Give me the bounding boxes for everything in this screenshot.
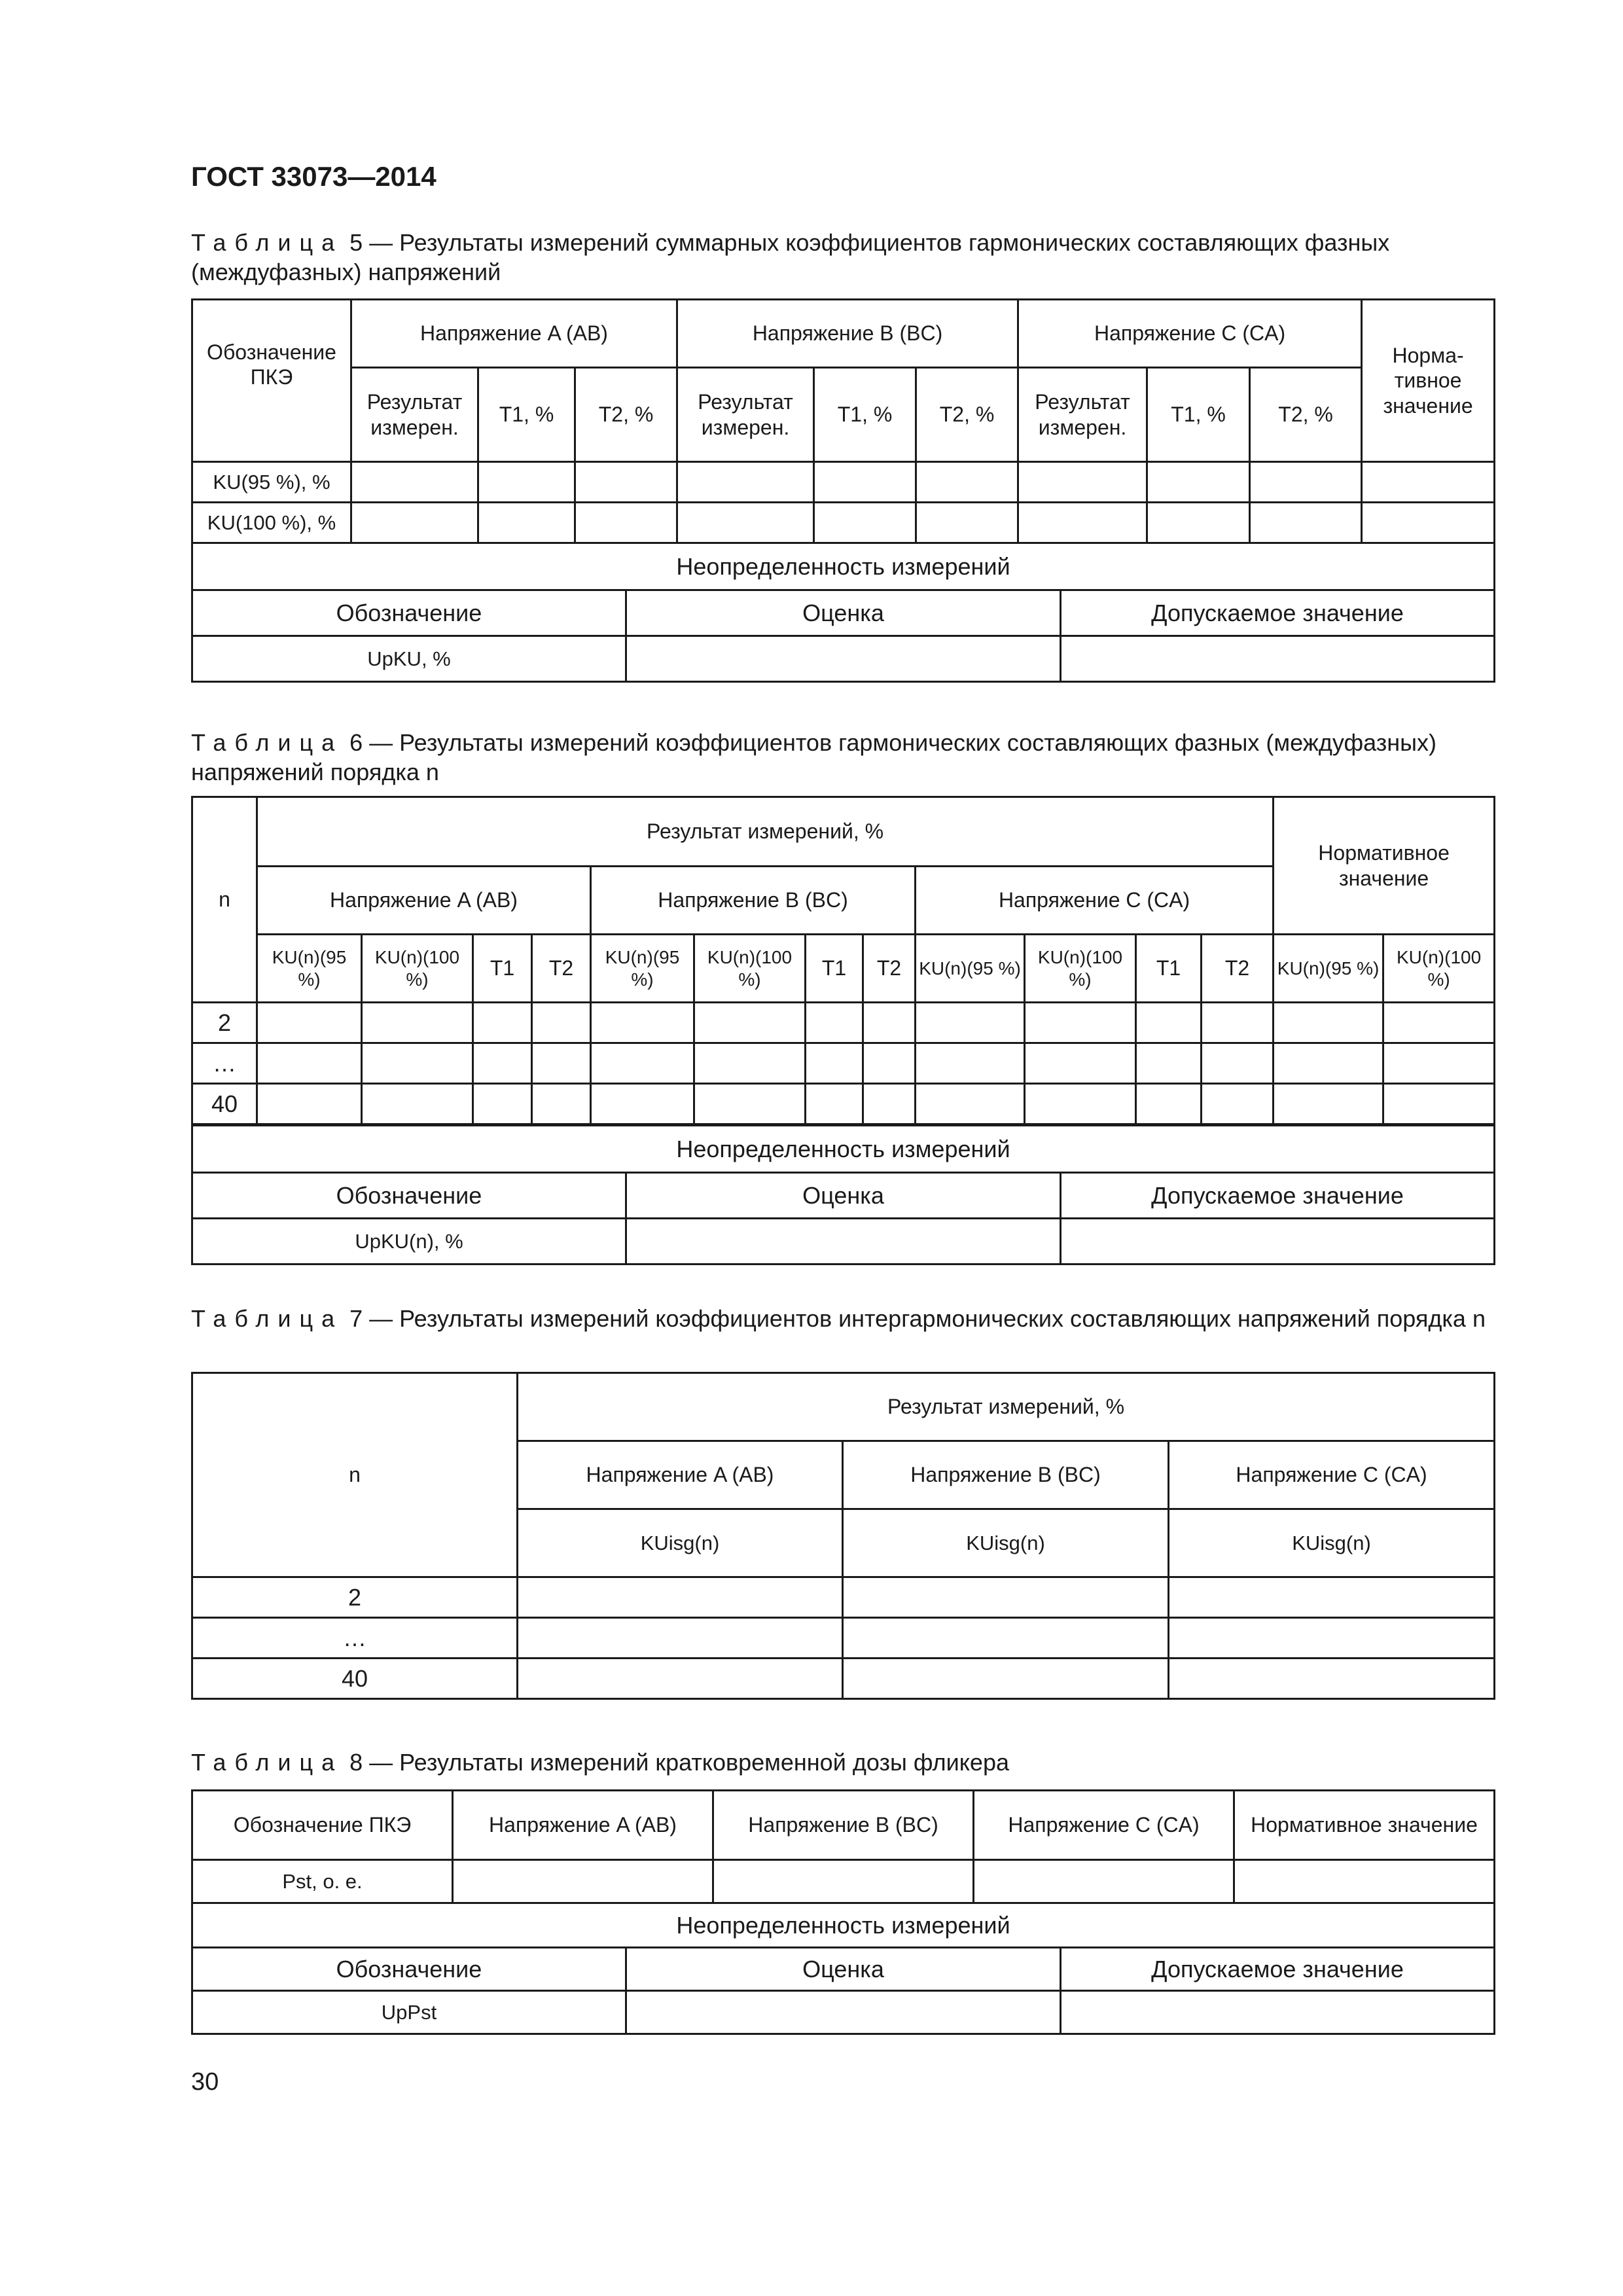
uncertainty-row-label: UpPst: [192, 1991, 626, 2034]
table8-caption: [191, 1748, 1493, 1777]
row-label: Pst, о. е.: [192, 1860, 453, 1903]
n-header: n: [192, 1373, 518, 1577]
voltage-b-header: Напряжение B (BC): [843, 1441, 1169, 1509]
voltage-c-header: Напряжение C (CA): [916, 867, 1274, 935]
voltage-b-header: Напряжение B (BC): [677, 300, 1018, 368]
caption-text: 6 — Результаты измерений коэффициентов гармонических составляющих фазных (междуфазных) напряжений порядка n: [191, 729, 1436, 785]
uncertainty-allowed-header: Допускаемое значение: [1061, 1173, 1495, 1219]
table-row: [192, 1577, 1495, 1618]
table-row: [192, 1860, 1495, 1903]
row-label: …: [192, 1618, 518, 1659]
table8: [191, 1789, 1495, 1904]
row-label: 2: [192, 1003, 257, 1043]
row-label: 40: [192, 1084, 257, 1124]
n-header: n: [192, 797, 257, 1003]
caption-text: 8 — Результаты измерений кратковременной дозы фликера: [343, 1749, 1009, 1776]
caption-word: Таблица: [191, 229, 344, 256]
voltage-a-header: Напряжение A (AB): [518, 1441, 843, 1509]
result-header: Результат измерен.: [351, 368, 478, 462]
caption-text: 5 — Результаты измерений суммарных коэффициентов гармонических составляющих фазных (междуфазных) напряжений: [191, 229, 1390, 285]
result-header: Результат измерен.: [677, 368, 814, 462]
t2-header: T2: [863, 935, 916, 1003]
table5-uncertainty: [191, 542, 1495, 683]
voltage-a-header: Напряжение A (AB): [453, 1791, 713, 1860]
voltage-c-header: Напряжение C (CA): [1169, 1441, 1495, 1509]
designation-header: Обозначение ПКЭ: [192, 300, 351, 462]
k100-header: KU(n)(100 %): [1025, 935, 1136, 1003]
t1-header: T1, %: [814, 368, 916, 462]
t2-header: T2, %: [1250, 368, 1362, 462]
table-row: [192, 1659, 1495, 1699]
t1-header: T1: [806, 935, 863, 1003]
uncertainty-allowed-header: Допускаемое значение: [1061, 590, 1495, 636]
uncertainty-designation-header: Обозначение: [192, 590, 626, 636]
k95-header: KU(n)(95 %): [916, 935, 1025, 1003]
uncertainty-designation-header: Обозначение: [192, 1173, 626, 1219]
table6: [191, 796, 1495, 1125]
normative-header: Нормативное значение: [1234, 1791, 1495, 1860]
t1-header: T1, %: [478, 368, 575, 462]
row-label: 2: [192, 1577, 518, 1618]
kisg-header: KUisg(n): [1169, 1509, 1495, 1577]
caption-word: Таблица: [191, 1305, 344, 1332]
k100-header: KU(n)(100 %): [694, 935, 806, 1003]
k100-header: KU(n)(100 %): [362, 935, 473, 1003]
normative-header: Норма-тивное значение: [1362, 300, 1495, 462]
normative-header: Нормативное значение: [1274, 797, 1495, 935]
voltage-b-header: Напряжение B (BC): [591, 867, 916, 935]
caption-word: Таблица: [191, 1749, 344, 1776]
page-number: 30: [191, 2068, 219, 2096]
table6-uncertainty: [191, 1124, 1495, 1265]
t2-header: T2, %: [575, 368, 677, 462]
uncertainty-estimate-header: Оценка: [626, 1173, 1061, 1219]
result-header: Результат измерений, %: [257, 797, 1274, 867]
uncertainty-row-label: UpKU(n), %: [192, 1219, 626, 1265]
voltage-c-header: Напряжение C (CA): [1018, 300, 1362, 368]
k95-header: KU(n)(95 %): [1274, 935, 1383, 1003]
t1-header: T1, %: [1147, 368, 1250, 462]
t1-header: T1: [1136, 935, 1202, 1003]
table-row: [192, 1618, 1495, 1659]
table-row: [192, 462, 1495, 503]
uncertainty-designation-header: Обозначение: [192, 1948, 626, 1991]
row-label: …: [192, 1043, 257, 1084]
kisg-header: KUisg(n): [518, 1509, 843, 1577]
voltage-a-header: Напряжение A (AB): [257, 867, 591, 935]
table-row: [192, 1043, 1495, 1084]
kisg-header: KUisg(n): [843, 1509, 1169, 1577]
t2-header: T2: [1202, 935, 1274, 1003]
uncertainty-title: Неопределенность измерений: [192, 543, 1495, 590]
caption-word: Таблица: [191, 729, 344, 756]
table-row: [192, 1003, 1495, 1043]
uncertainty-allowed-header: Допускаемое значение: [1061, 1948, 1495, 1991]
table5: [191, 298, 1495, 544]
k95-header: KU(n)(95 %): [257, 935, 362, 1003]
uncertainty-estimate-header: Оценка: [626, 590, 1061, 636]
table7-caption: [191, 1304, 1493, 1333]
table7: [191, 1372, 1495, 1700]
row-label: 40: [192, 1659, 518, 1699]
result-header: Результат измерений, %: [518, 1373, 1495, 1441]
t2-header: T2: [532, 935, 591, 1003]
t2-header: T2, %: [916, 368, 1018, 462]
table-row: [192, 503, 1495, 543]
table8-uncertainty: [191, 1902, 1495, 2035]
table-row: [192, 1084, 1495, 1124]
uncertainty-title: Неопределенность измерений: [192, 1903, 1495, 1948]
designation-header: Обозначение ПКЭ: [192, 1791, 453, 1860]
caption-text: 7 — Результаты измерений коэффициентов интергармонических составляющих напряжений порядка n: [343, 1305, 1486, 1332]
result-header: Результат измерен.: [1018, 368, 1147, 462]
t1-header: T1: [473, 935, 532, 1003]
k100-header: KU(n)(100 %): [1383, 935, 1495, 1003]
voltage-c-header: Напряжение C (CA): [974, 1791, 1234, 1860]
row-label: KU(95 %), %: [192, 462, 351, 503]
uncertainty-title: Неопределенность измерений: [192, 1126, 1495, 1173]
voltage-a-header: Напряжение A (AB): [351, 300, 677, 368]
row-label: KU(100 %), %: [192, 503, 351, 543]
k95-header: KU(n)(95 %): [591, 935, 694, 1003]
voltage-b-header: Напряжение B (BC): [713, 1791, 974, 1860]
document-header: ГОСТ 33073—2014: [191, 161, 437, 192]
table6-caption: [191, 728, 1493, 787]
uncertainty-row-label: UpKU, %: [192, 636, 626, 682]
uncertainty-estimate-header: Оценка: [626, 1948, 1061, 1991]
table5-caption: [191, 228, 1493, 287]
